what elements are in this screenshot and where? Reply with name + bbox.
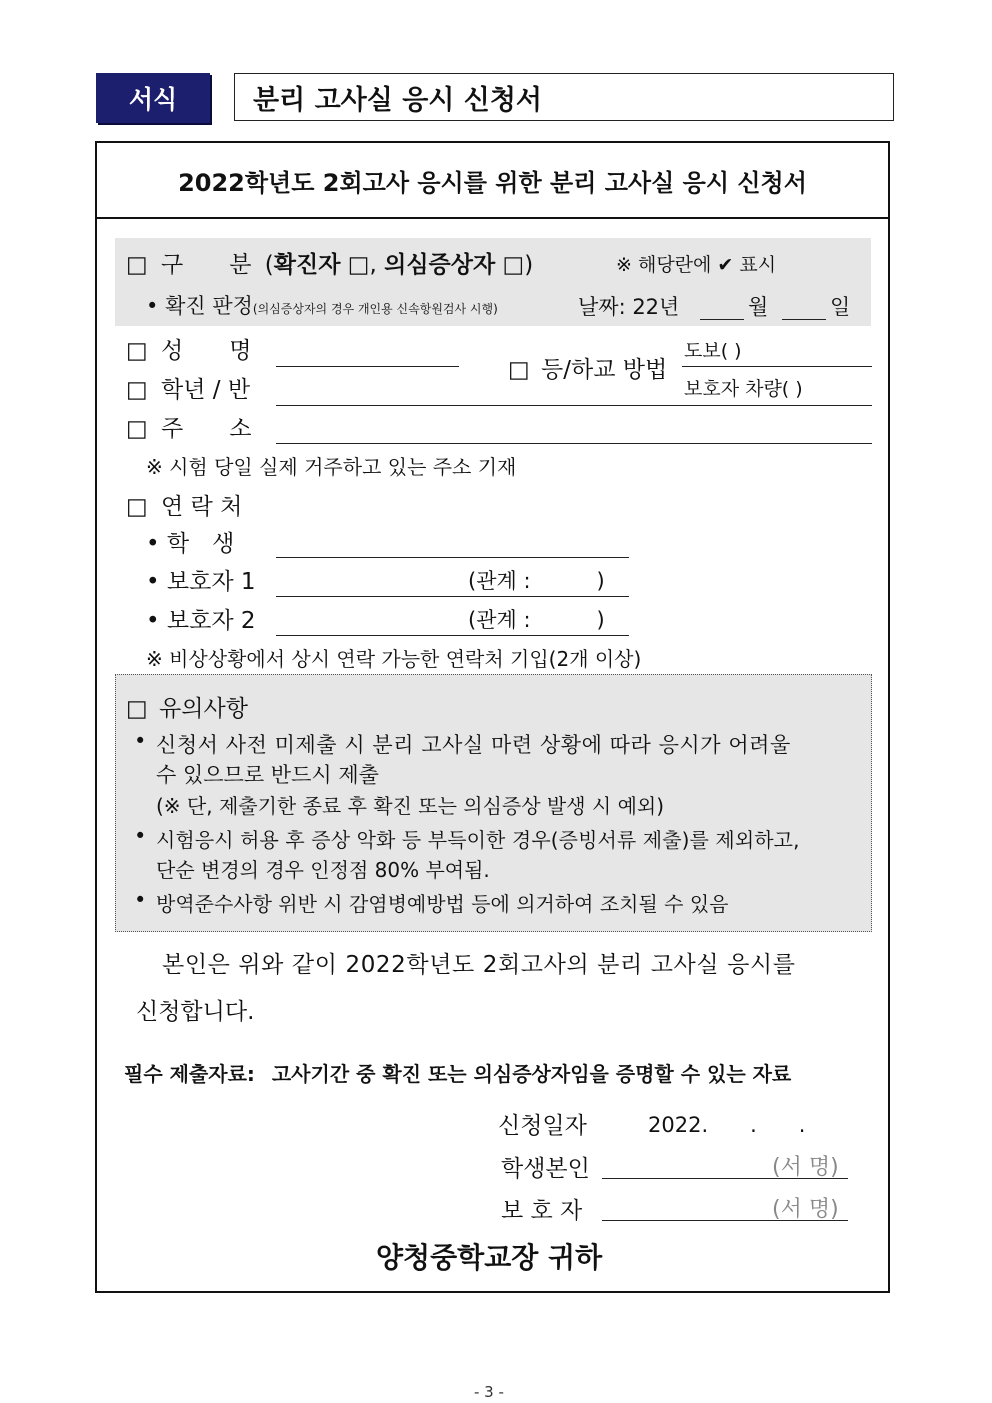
guardian2-label: 보호자 2 [166,608,256,634]
contact-note: ※ 비상상황에서 상시 연락 가능한 연락처 기입(2개 이상) [146,647,642,671]
notice-1-line3: (※ 단, 제출기한 종료 후 확진 또는 의심증상 발생 시 예외) [156,794,665,818]
notice-2-line2: 단순 변경의 경우 인정점 80% 부여됨. [156,858,490,882]
notice-title-row [126,690,248,723]
month-line[interactable] [700,319,744,320]
student-sign-mark: (서 명) [772,1155,839,1180]
address-label: 주 소 [161,416,252,442]
relation-label: (관계 : [468,569,531,593]
bullet: • [146,608,160,634]
day-line[interactable] [782,319,826,320]
guardian1-contact [146,563,256,596]
grade-input-line[interactable] [276,405,872,406]
checkbox[interactable]: □ [126,252,148,278]
guardian-sign-label: 보 호 자 [501,1198,583,1224]
checkbox-confirmed[interactable]: □ [347,252,370,278]
addressee: 양청중학교장 귀하 [376,1241,603,1274]
confirm-label: 확진 판정 [165,294,253,318]
car-option[interactable]: 보호자 차량( ) [684,378,803,400]
student-label: 학 생 [166,531,235,557]
name-input-line[interactable] [276,366,459,367]
guardian1-phone-line[interactable] [276,596,629,597]
confirm-date-label: 날짜: 22년 [578,295,680,319]
student-contact [146,525,234,558]
notice-1-line2: 수 있으므로 반드시 제출 [156,763,379,787]
confirm-sub: (의심증상자의 경우 개인용 신속항원검사 시행) [252,302,498,316]
bullet: • [146,569,160,595]
confirm-row [146,290,498,320]
paren-close: ) [524,252,534,278]
address-note: ※ 시험 당일 실제 거주하고 있는 주소 기재 [146,455,517,479]
option-confirmed: 확진자 [273,252,341,278]
statement-line1: 본인은 위와 같이 2022학년도 2회고사의 분리 고사실 응시를 [162,952,796,978]
relation-close: ) [596,608,605,632]
relation-close: ) [596,569,605,593]
relation-1 [468,565,605,595]
notice-3-line1: 방역준수사항 위반 시 감염병예방법 등에 의거하여 조치될 수 있음 [156,892,729,916]
walk-line [682,366,872,367]
guardian-sign-mark: (서 명) [772,1197,839,1222]
notice-1-line1: 신청서 사전 미제출 시 분리 고사실 마련 상황에 따라 응시가 어려울 [156,733,791,757]
month-label: 월 [748,295,769,319]
contact-row [126,488,242,521]
checkbox-suspected[interactable]: □ [502,252,525,278]
required-label: 필수 제출자료: [124,1062,255,1086]
checkbox: □ [126,696,148,722]
notice-bullet-1: • [134,729,147,753]
guardian2-phone-line[interactable] [276,635,629,636]
statement-line2: 신청합니다. [136,999,255,1025]
address-input-line[interactable] [276,443,872,444]
checkbox[interactable]: □ [126,494,148,520]
form-tag: 서식 [96,73,210,123]
day-label: 일 [830,295,851,319]
address-row [126,410,251,443]
option-suspected: 의심증상자 [384,252,496,278]
checkbox[interactable]: □ [126,416,148,442]
relation-2 [468,604,605,634]
page-number: - 3 - [474,1383,504,1401]
comma: , [369,252,377,278]
notice-2-line1: 시험응시 허용 후 증상 악화 등 부득이한 경우(증빙서류 제출)를 제외하고, [156,828,800,852]
name-label: 성 명 [161,338,252,364]
bullet: • [146,531,160,557]
grade-label: 학년 / 반 [161,377,251,403]
guardian1-label: 보호자 1 [166,569,256,595]
relation-label: (관계 : [468,608,531,632]
commute-row [508,351,667,384]
category-label: 구 분 [161,252,252,278]
category-row [126,246,533,279]
contact-label: 연 락 처 [161,494,243,520]
form-title: 2022학년도 2회고사 응시를 위한 분리 고사실 응시 신청서 [97,143,888,219]
grade-row [126,371,250,404]
paren: ( [264,252,274,278]
apply-date-value[interactable]: 2022. . . [648,1113,806,1137]
apply-date-label: 신청일자 [498,1113,587,1139]
checkbox[interactable]: □ [126,338,148,364]
notice-title: 유의사항 [159,696,248,722]
header-title: 분리 고사실 응시 신청서 [234,73,894,121]
required-row [124,1058,791,1087]
walk-option[interactable]: 도보( ) [684,340,742,362]
bullet: • [146,294,159,318]
name-row [126,332,251,365]
checkbox[interactable]: □ [508,357,530,383]
student-phone-line[interactable] [276,557,629,558]
guardian2-contact [146,602,256,635]
check-note: ※ 해당란에 ✔ 표시 [616,254,777,276]
required-text: 고사기간 중 확진 또는 의심증상자임을 증명할 수 있는 자료 [271,1062,792,1086]
notice-bullet-2: • [134,824,147,848]
student-sign-label: 학생본인 [501,1156,590,1182]
commute-label: 등/하교 방법 [541,357,668,383]
notice-bullet-3: • [134,888,147,912]
checkbox[interactable]: □ [126,377,148,403]
